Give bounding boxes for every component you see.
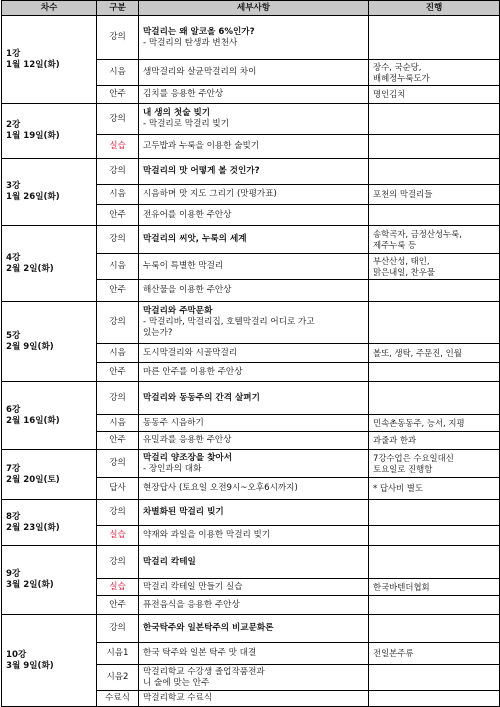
detail-cell [139,159,369,185]
text-line: 약재와 과일을 이용한 막걸리 빚기 [143,530,271,540]
detail-cell [139,205,369,226]
progress-cell [369,159,500,185]
category-cell: 시음 [97,254,139,280]
text-line: 마른 안주를 이용한 주안상 [143,366,243,377]
table-row [2,450,500,478]
category-cell: 답사 [97,478,139,500]
table-row [2,104,500,135]
text-line: 퓨전음식을 응용한 주안상 [143,599,240,610]
detail-cell [139,450,369,478]
text-block: 막걸리학교 수강생 졸업작품전과 니 술에 맞는 안주 [143,666,265,688]
detail-cell [139,226,369,254]
category-cell: 안주 [97,432,139,450]
table-row [2,615,500,643]
detail-cell [139,60,369,86]
category-cell: 수료식 [97,691,139,707]
lecture-session-label: 4강 2월 2일(화) [2,226,97,302]
text-line: 한국 탁주와 일본 탁주 맛 대결 [143,648,257,658]
category-cell: 강의 [97,302,139,344]
category-cell: 실습 [97,579,139,596]
category-cell: 시음1 [97,643,139,665]
table-row [2,159,500,185]
header-details: 세부사항 [139,1,369,16]
lecture-session-label: 10강 3월 9일(화) [2,615,97,707]
text-line: 전일본주류 [373,648,414,658]
category-cell: 안주 [97,280,139,302]
progress-cell [369,363,500,382]
category-cell: 안주 [97,86,139,104]
progress-cell [369,665,500,691]
text-line: 전유어를 이용한 주안상 [143,209,232,220]
category-cell: 시음 [97,415,139,432]
progress-cell [369,615,500,643]
lecture-schedule-table [1,0,500,707]
table-row [2,226,500,254]
detail-cell [139,643,369,665]
category-cell: 실습 [97,135,139,159]
text-line: 동동주 시음하기 [143,417,204,428]
category-cell: 강의 [97,159,139,185]
text-line: 막걸리는 왜 알코올 6%인가? [143,26,255,37]
detail-cell [139,596,369,615]
progress-cell [369,500,500,526]
category-cell: 안주 [97,205,139,226]
progress-cell [369,302,500,344]
progress-cell [369,432,500,450]
text-line: - 막걸리의 탄생과 변천사 [143,37,238,48]
text-block: - 막걸리바, 막걸리집, 호텔막걸리 어디로 가고 있는가? [143,317,315,338]
text-line: 포천의 막걸리들 [373,189,433,199]
detail-cell [139,185,369,205]
text-line: * 답사비 별도 [373,483,423,493]
header-category: 구분 [97,1,139,16]
detail-cell [139,135,369,159]
detail-cell [139,665,369,691]
progress-cell [369,546,500,579]
category-cell: 안주 [97,596,139,615]
category-cell: 강의 [97,16,139,60]
lecture-session-label: 1강 1월 12일(화) [2,16,97,104]
progress-cell [369,205,500,226]
progress-cell [369,135,500,159]
text-line: - 막걸리로 막걸리 빚기 [143,119,230,129]
text-line: 막걸리와 동동주의 간격 살펴기 [143,392,260,403]
text-line: 막걸리학교 수료식 [143,693,213,703]
category-cell: 강의 [97,226,139,254]
detail-cell [139,16,369,60]
detail-cell [139,104,369,135]
progress-cell [369,16,500,60]
lecture-session-label: 5강 2월 9일(화) [2,302,97,382]
progress-cell [369,226,500,254]
text-line: 볼또, 생탁, 주문진, 인월 [373,347,462,358]
text-line: 도시막걸리와 시골막걸리 [143,347,238,358]
text-line: 명인김치 [373,89,406,99]
table-row [2,546,500,579]
lecture-session-label: 7강 2월 20일(토) [2,450,97,500]
lecture-session-label: 8강 2월 23일(화) [2,500,97,546]
detail-cell [139,280,369,302]
lecture-session-label: 9강 3월 2일(화) [2,546,97,615]
lecture-session-label: 2강 1월 19일(화) [2,104,97,159]
text-line: 누룩이 특별한 막걸리 [143,261,224,271]
text-line: 한국탁주와 일본탁주의 비교문화론 [143,623,274,633]
detail-cell [139,432,369,450]
progress-cell [369,643,500,665]
schedule-body [2,16,500,707]
progress-cell [369,344,500,363]
text-line: 고두밥과 누룩을 이용한 술빚기 [143,141,260,151]
category-cell: 실습 [97,526,139,546]
category-cell: 강의 [97,615,139,643]
table-row [2,382,500,415]
text-line: 김치를 응용한 주안상 [143,89,224,99]
text-line: - 장인과의 대화 [143,463,202,474]
progress-cell [369,185,500,205]
detail-cell [139,382,369,415]
lecture-session-label: 6강 2월 16일(화) [2,382,97,450]
table-row [2,16,500,60]
progress-cell [369,415,500,432]
text-line: 생막걸리와 살균막걸리의 차이 [143,67,257,77]
detail-cell [139,615,369,643]
text-line: 막걸리의 씨앗, 누룩의 세계 [143,234,247,244]
text-block: 7강수업은 수요일대신 토요일로 진행함 [373,452,454,474]
table-row [2,500,500,526]
category-cell: 강의 [97,500,139,526]
progress-cell [369,478,500,500]
text-block: 송학곡자, 금정산성누룩, 제주누룩 등 [373,228,462,250]
detail-cell [139,526,369,546]
category-cell: 강의 [97,450,139,478]
text-line: 유밀과를 응용한 주안상 [143,435,232,445]
detail-cell [139,363,369,382]
text-line: 해산물을 이용한 주안상 [143,285,232,295]
progress-cell [369,450,500,478]
text-line: 차별화된 막걸리 빚기 [143,507,224,517]
detail-cell [139,254,369,280]
text-block: 장수, 국순당, 배혜정누룩도가 [373,61,430,83]
progress-cell [369,691,500,707]
progress-cell [369,526,500,546]
text-line: 막걸리 칵테일 [143,556,196,567]
text-line: 시음하며 맛 지도 그리기 (맛평가표) [143,189,277,199]
detail-cell [139,302,369,344]
detail-cell [139,691,369,707]
detail-cell [139,415,369,432]
lecture-session-label: 3강 1월 26일(화) [2,159,97,226]
text-line: 민속촌동동주, 능서, 지평 [373,417,465,428]
progress-cell [369,86,500,104]
header-session: 차수 [2,1,97,16]
progress-cell [369,382,500,415]
text-line: 막걸리 칵테일 만들기 실습 [143,581,243,592]
progress-cell [369,596,500,615]
detail-cell [139,344,369,363]
category-cell: 시음2 [97,665,139,691]
progress-cell [369,254,500,280]
category-cell: 시음 [97,344,139,363]
text-line: 내 생의 첫술 빚기 [143,108,211,118]
progress-cell [369,579,500,596]
detail-cell [139,546,369,579]
text-line: 과줄과 한과 [373,435,417,445]
category-cell: 강의 [97,382,139,415]
progress-cell [369,280,500,302]
detail-cell [139,500,369,526]
text-line: 한국바텐더협회 [373,581,430,592]
progress-cell [369,60,500,86]
table-row [2,302,500,344]
category-cell: 안주 [97,363,139,382]
detail-cell [139,478,369,500]
text-line: 막걸리의 맛 어떻게 볼 것인가? [143,166,260,176]
detail-cell [139,579,369,596]
header-progress: 진행 [369,1,500,16]
category-cell: 강의 [97,104,139,135]
text-line: 막걸리 양조장을 찾아서 [143,452,232,463]
text-line: 현장답사 (토요일 오전9시~오후6시까지) [143,483,298,493]
text-block: 부산산성, 태인, 맑은내일, 찬우물 [373,255,435,277]
detail-cell [139,86,369,104]
text-line: 막걸리와 주막문화 [143,306,213,316]
header-row [2,1,500,16]
category-cell: 시음 [97,185,139,205]
progress-cell [369,104,500,135]
category-cell: 강의 [97,546,139,579]
category-cell: 시음 [97,60,139,86]
